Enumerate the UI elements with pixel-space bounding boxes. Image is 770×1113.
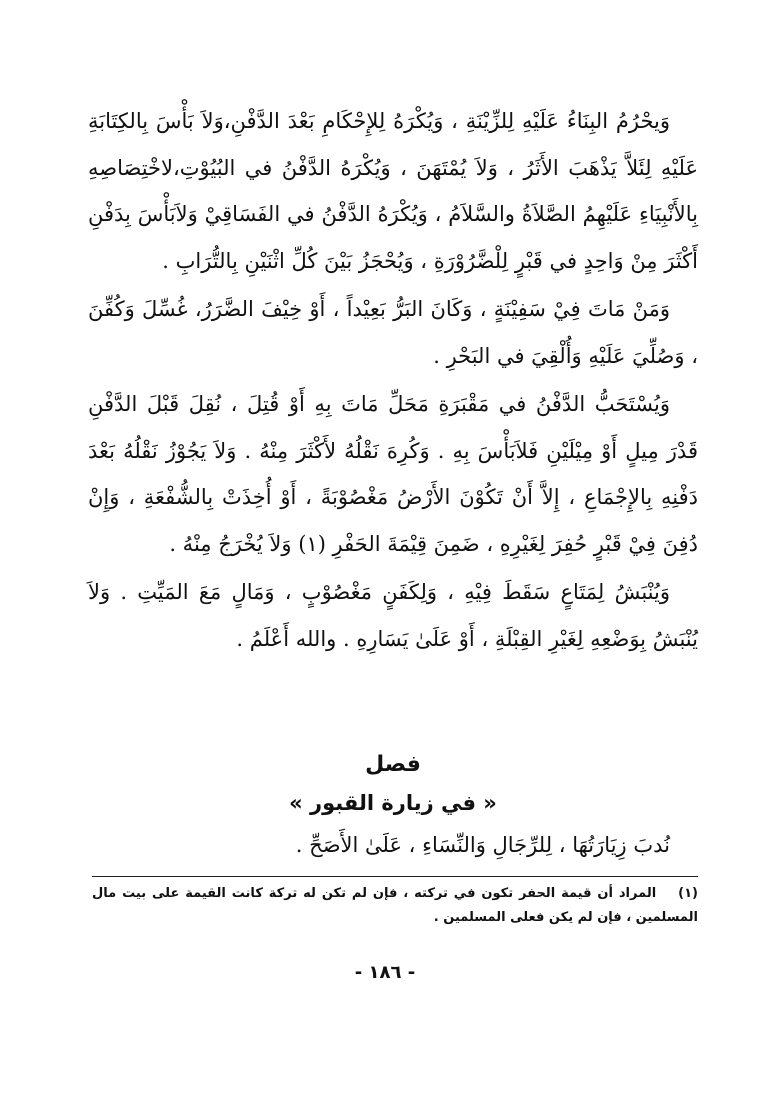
- footnote-divider: [92, 876, 698, 877]
- section-subtitle: « في زيارة القبور »: [289, 791, 497, 815]
- paragraph-burial-construction: وَيحْرُمُ البِنَاءُ عَلَيْهِ لِلزِّيْنَةِ ، وَيُكْرَهُ لِلإِحْكَامِ بَعْدَ الدَّفْنِ،وَلاَ بَأْسَ بِالكِتَابَةِ عَلَيْهِ لِئَلاَّ يَذْهَبَ الأَثَرُ ، وَلاَ يُمْتَهَنَ ، وَيُكْرَهُ الدَّفْنُ في البُيُوْتِ،لاخْتِصَاصِهِ بِالأَنْبِيَاءِ عَلَيْهِمُ الصَّلاَةُ والسَّلاَمُ ، وَيُكْرَهُ الدَّفْنُ في الفَسَاقِيْ وَلاَبَأْسَ بِدَفْنِ أَكْثَرَ مِنْ وَاحِدٍ في قَبْرٍ لِلْضَّرُوْرَةِ ، وَيُحْجَزُ بَيْنَ كُلِّ اثْنَيْنِ بِالتُّرَابِ .: [88, 109, 698, 273]
- paragraph-death-at-sea: وَمَنْ مَاتَ فِيْ سَفِيْنَةٍ ، وَكَانَ البَرُّ بَعِيْداً ، أَوْ خِيْفَ الضَّرَرُ، غُسِّلَ وَكُفِّنَ ، وَصُلِّيَ عَلَيْهِ وَأُلْقِيَ في البَحْرِ .: [88, 297, 698, 368]
- footnote-text: المراد أن قيمة الحفر تكون في تركته ، فإن لم تكن له تركة كانت القيمة على بيت مال المسلمين ، فإن لم يكن فعلى المسلمين .: [92, 886, 698, 925]
- section-title: فصل: [365, 752, 421, 777]
- footnote-marker: (١): [678, 886, 698, 901]
- main-text: [88, 98, 698, 664]
- paragraph-exhumation: وَيُنْبَشُ لِمَتَاعٍ سَقَطَ فِيْهِ ، وَلِكَفَنٍ مَغْصُوْبٍ ، وَمَالٍ مَعَ المَيِّتِ . وَلاَ يُنْبَشُ بِوَضْعِهِ لِغَيْرِ القِبْلَةِ ، أَوْ عَلَىٰ يَسَارِهِ . والله أَعْلَمُ .: [88, 580, 698, 651]
- paragraph-burial-place: وَيُسْتَحَبُّ الدَّفْنُ في مَقْبَرَةِ مَحَلِّ مَاتَ بِهِ أَوْ قُتِلَ ، نُقِلَ قَبْلَ الدَّفْنِ قَدْرَ مِيلٍ أَوْ مِيْلَيْنِ فَلاَبَأْسَ بِهِ . وَكُرِهَ نَقْلُهُ لأَكْثَرَ مِنْهُ . وَلاَ يَجُوْزُ نَقْلُهُ بَعْدَ دَفْنِهِ بِالإِجْمَاعِ ، إِلاَّ أَنْ تَكُوْنَ الأَرْضُ مَغْصُوْبَةً ، أَوْ أُخِذَتْ بِالشُّفْعَةِ ، وَإِنْ دُفِنَ فِيْ قَبْرٍ حُفِرَ لِغَيْرِهِ ، ضَمِنَ قِيْمَةَ الحَفْرِ (١) وَلاَ يُخْرَجُ مِنْهُ .: [88, 392, 698, 556]
- section-lead-text: نُدبَ زِيَارَتُهَا ، لِلرِّجَالِ وَالنِّسَاءِ ، عَلَىٰ الأَصَحِّ .: [295, 833, 670, 857]
- footnote: [92, 882, 698, 930]
- page-number: - ١٨٦ -: [354, 962, 416, 983]
